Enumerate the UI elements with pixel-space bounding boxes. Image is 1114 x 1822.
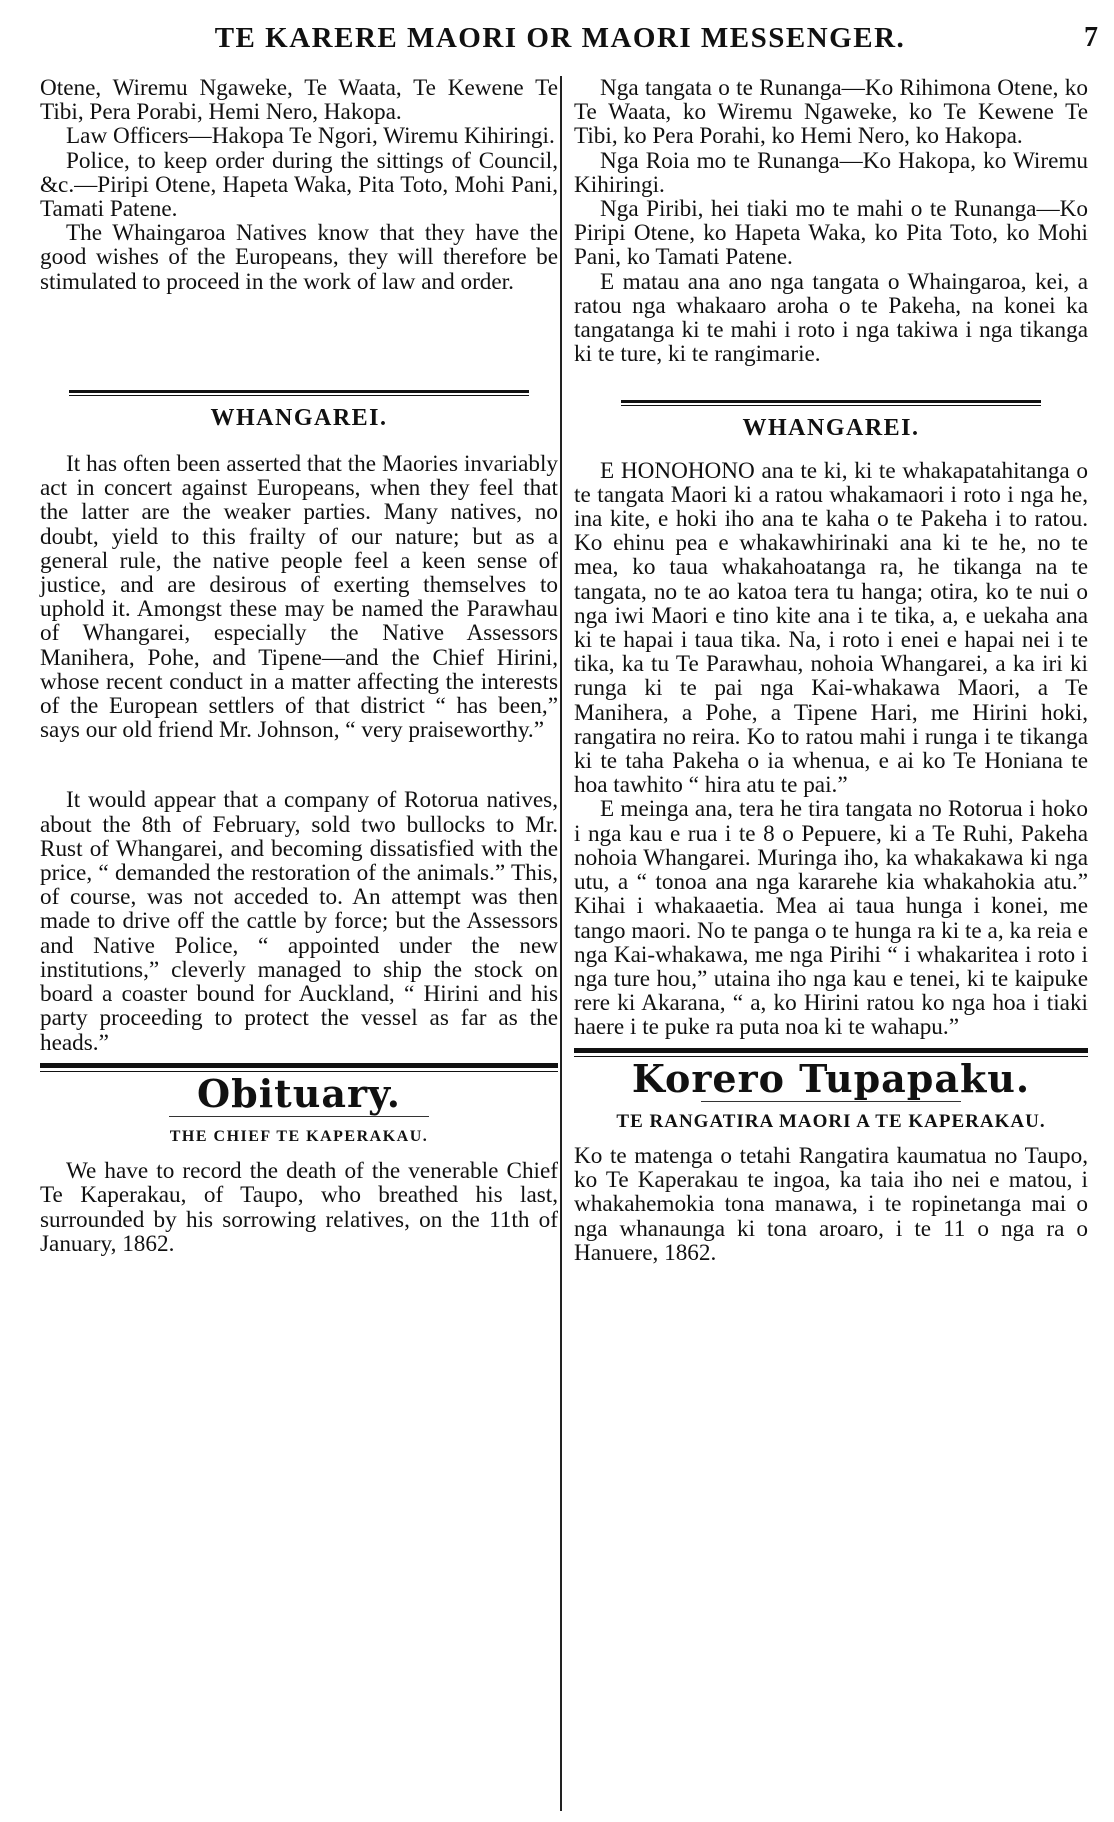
whangarei-paragraph-1: It has often been asserted that the Maories invariably act in concert against Europeans, when they feel that the latter are the weaker parties. Many natives, no doubt, yield to this frailty of our nature; but as a general rule, the native people feel a keen sense of justice, and are desirous of exerting themselves to uphold it. Amongst these may be named the Parawhau of Whangarei, especially the Native Assessors Manihera, Pohe, and Tipene—and the Chief Hirini, whose recent conduct in a matter affecting the interests of the European settlers of that district “ has been,” says our old friend Mr. Johnson, “ very praiseworthy.” [40,451,558,744]
whangarei-maori-paragraph-1: E HONOHONO ana te ki, ki te whakapatahitanga o te tangata Maori ki a ratou whakamaori i roto i nga he, ina kite, e hoki iho ana te kaha o te Pakeha i to ratou. Ko ehinu pea e whakawhirinaki ana ki te he, no te mea, ko taua whakahoatanga ra, he tikanga na te tangata, no te ao katoa tera tu hanga; otira, ko te nui o nga iwi Maori e tino kite ana i te tika, a, e uekaha ana ki te hapai i taua tika. Na, i roto i enei e hapai nei i te tika, ka tu Te Parawhau, nohoia Whangarei, a ka iri ki runga ki te pai nga Kai-whakawa Maori, a Te Manihera, a Pohe, a Tipene Hari, me Hirini hoki, rangatira no reira. Ko to ratou mahi i runga i te tikanga ki te taha Pakeha o ia whenua, e ai ko Te Honiana te hoa tawhito “ hira atu te pai.” [574,457,1088,799]
masthead-title: TE KARERE MAORI OR MAORI MESSENGER. [214,22,906,54]
whangarei-paragraph-2: It would appear that a company of Rotorua natives, about the 8th of February, sold two bullocks to Mr. Rust of Whangarei, and becoming dissatisfied with the price, “ demanded the restoration of the animals.” This, of course, was not acceded to. An attempt was then made to drive off the cattle by force; but the Assessors and Native Police, “ appointed under the new institutions,” cleverly managed to ship the stock on board a coaster bound for Auckland, “ Hirini and his party proceeding to protect the vessel as far as the heads.” [40,787,558,1056]
roia-paragraph: Nga Roia mo te Runanga—Ko Hakopa, ko Wiremu Kihiringi. [574,147,1088,198]
page-number: 7 [1084,22,1098,53]
whaingaroa-maori-paragraph: E matau ana ano nga tangata o Whaingaroa, kei, a ratou nga whakaaro aroha o te Pakeha, na konei ka tangatanga ki te mahi i roto i nga takiwa i nga tikanga ki te ture, ki te rangimarie. [574,268,1088,368]
column-divider [560,76,562,1811]
whangarei-maori-paragraph-2: E meinga ana, tera he tira tangata no Rotorua i hoko i nga kau e rua i te 8 o Pepuere, ki a Te Ruhi, Pakeha nohoia Whangarei. Muringa iho, ka whakakawa ki nga utu, a “ tonoa ana nga kararehe kia whakahokia atu.” Kihai i whakaaetia. Mea ai taua hunga i konei, me tango maori. No te panga o te hunga ra ki te a, ka reia e nga Kai-whakawa, me nga Pirihi “ i whakaritea i roto i nga ture hou,” utaina iho nga kau e tenei, ki te kaipuke rere ki Akarana, “ a, ko Hirini ratou ko nga hoa i tiaki haere i te puke ra puta noa ki te wahapu.” [574,796,1088,1041]
english-column [40,76,558,1256]
obituary-subheading: THE CHIEF TE KAPERAKAU. [169,1127,429,1145]
obituary-heading: Obituary. [197,1070,401,1116]
council-members-list: Otene, Wiremu Ngaweke, Te Waata, Te Kewene Te Tibi, Pera Porabi, Hemi Nero, Hakopa. [40,75,558,126]
section-rule [69,390,529,396]
obituary-maori-paragraph: Ko te matenga o tetahi Rangatira kaumatua no Taupo, ko Te Kaperakau te ingoa, ka taia iho nei e matou, i whakahemokia tona manawa, i te ropinetanga mai o nga whanaunga ki tona aroaro, i te 11 o nga ra o Hanuere, 1862. [574,1142,1088,1266]
obituary-short-rule [169,1116,429,1117]
whaingaroa-paragraph: The Whaingaroa Natives know that they have the good wishes of the Europeans, they will therefore be stimulated to proceed in the work of law and order. [40,220,558,295]
whangarei-heading: WHANGAREI. [210,404,388,431]
section-rule-right [621,400,1041,406]
obituary-heading-right: Korero Tupapaku. [631,1055,1031,1101]
obituary-subheading-right: TE RANGATIRA MAORI A TE KAPERAKAU. [616,1110,1046,1132]
obituary-paragraph: We have to record the death of the venerable Chief Te Kaperakau, of Taupo, who breathed his last, surrounded by his sorrowing relatives, on the 11th of January, 1862. [40,1158,558,1257]
runanga-members-paragraph: Nga tangata o te Runanga—Ko Rihimona Otene, ko Te Waata, ko Wiremu Ngaweke, ko Te Kewene Te Tibi, ko Pera Porahi, ko Hemi Nero, ko Hakopa. [574,75,1088,150]
police-paragraph: Police, to keep order during the sittings of Council, &c.—Piripi Otene, Hapeta Waka, Pita Toto, Mohi Pani, Tamati Patene. [40,147,558,223]
obituary-short-rule-right [701,1101,961,1102]
pirihi-paragraph: Nga Piribi, hei tiaki mo te mahi o te Runanga—Ko Piripi Otene, ko Hapeta Waka, ko Pita Toto, ko Mohi Pani, ko Tamati Patene. [574,196,1088,271]
whangarei-heading-right: WHANGAREI. [742,415,920,442]
law-officers-paragraph: Law Officers—Hakopa Te Ngori, Wiremu Kihiringi. [66,123,555,150]
maori-column [574,76,1088,1265]
